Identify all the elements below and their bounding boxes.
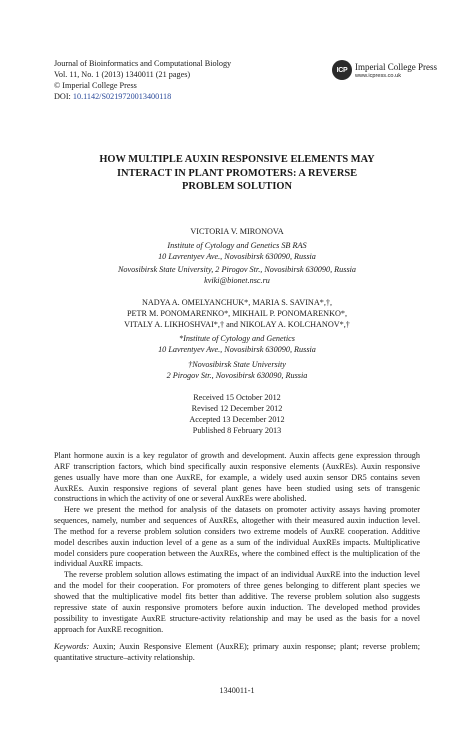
keywords-label: Keywords: — [54, 642, 90, 652]
coauthors-block — [40, 298, 434, 330]
title-line: INTERACT IN PLANT PROMOTERS: A REVERSE — [116, 167, 358, 179]
journal-copyright: © Imperial College Press — [54, 81, 137, 90]
author-email[interactable]: kviki@bionet.nsc.ru — [204, 276, 270, 286]
affiliation-star — [40, 334, 434, 356]
journal-name: Journal of Bioinformatics and Computational Biology — [54, 59, 232, 68]
journal-doi-line — [54, 91, 231, 102]
affiliation-line: 2 Pirogov Str., Novosibirsk 630090, Russia — [166, 370, 308, 380]
first-author-block — [40, 227, 434, 287]
paper-title — [40, 153, 434, 194]
keywords-text: Auxin; Auxin Responsive Element (AuxRE); primary auxin response; plant; reverse problem; quantitative structure–activity relationship. — [54, 642, 420, 663]
doi-label: DOI: — [54, 92, 71, 101]
abstract-paragraph: Plant hormone auxin is a key regulator of growth and development. Auxin affects gene expression through ARF transcription factors, which bind specifically auxin responsive elements (AuxREs). Auxin responsive genes usually have more than one AuxRE, for example, a widely used auxin sensor DR5 contains seven AuxREs. Auxin responsive regions of several plant genes have been studied using sets of transgenic constructions in which the activity of one or several AuxREs were abolished. — [54, 451, 420, 504]
coauthor-line: NADYA A. OMELYANCHUK*, MARIA S. SAVINA*,†, — [141, 298, 333, 307]
publication-dates — [40, 392, 434, 436]
publisher-url: www.icpress.co.uk — [355, 73, 402, 79]
author-affiliation: Institute of Cytology and Genetics SB RAS — [167, 240, 307, 250]
page-number: 1340011-1 — [219, 686, 255, 695]
author-affiliation: Novosibirsk State University, 2 Pirogov Str., Novosibirsk 630090, Russia — [117, 265, 357, 275]
date-revised: Revised 12 December 2012 — [191, 404, 283, 413]
title-line: PROBLEM SOLUTION — [182, 181, 292, 192]
date-received: Received 15 October 2012 — [193, 393, 281, 402]
keywords — [54, 642, 420, 664]
publisher-name: Imperial College Press — [355, 62, 437, 72]
journal-volume: Vol. 11, No. 1 (2013) 1340011 (21 pages) — [54, 70, 191, 79]
doi-link[interactable]: 10.1142/S0219720013400118 — [72, 92, 172, 101]
publisher-brand — [332, 59, 442, 85]
coauthor-line: PETR M. PONOMARENKO*, MIKHAIL P. PONOMARENKO*, — [126, 308, 348, 318]
journal-info — [54, 58, 231, 102]
author-address: 10 Lavrentyev Ave., Novosibirsk 630090, Russia — [158, 251, 316, 261]
affiliation-line: 10 Lavrentyev Ave., Novosibirsk 630090, Russia — [158, 344, 316, 354]
date-published: Published 8 February 2013 — [192, 426, 282, 435]
date-accepted: Accepted 13 December 2012 — [189, 415, 285, 424]
author-name: VICTORIA V. MIRONOVA — [190, 227, 284, 236]
affiliation-dagger — [40, 360, 434, 382]
abstract-paragraph: Here we present the method for analysis of the datasets on promoter activity assays having promoter sequences, namely, number and sequences of AuxREs, altogether with their measured auxin induction level. The method for a reverse problem solution considers two extreme models of AuxRE cooperation. Additive model describes auxin induction level of a gene as a sum of the individual AuxREs impacts. Multiplicative model considers pure cooperation between the AuxREs, where the combined effect is the multiplication of the individual AuxRE impacts. — [54, 505, 420, 569]
abstract — [54, 451, 420, 664]
affiliation-line: *Institute of Cytology and Genetics — [179, 334, 295, 343]
coauthor-line: VITALY A. LIKHOSHVAI*,† and NIKOLAY A. KOLCHANOV*,† — [124, 319, 350, 329]
publisher-logo-icon: ICP — [332, 60, 352, 80]
affiliation-line: †Novosibirsk State University — [188, 360, 286, 369]
abstract-paragraph: The reverse problem solution allows estimating the impact of an individual AuxRE into the induction level and the model for their cooperation. For promoters of three genes belonging to different plant species we showed that the multiplicative model fits better than additive. The reverse problem solution also suggests repressive state of auxin responsive promoters before auxin induction. The developed method provides possibility to investigate AuxRE structure-activity relationship and may be used as the basis for a novel approach for AuxRE recognition. — [54, 570, 420, 634]
title-line: HOW MULTIPLE AUXIN RESPONSIVE ELEMENTS MAY — [99, 154, 375, 165]
